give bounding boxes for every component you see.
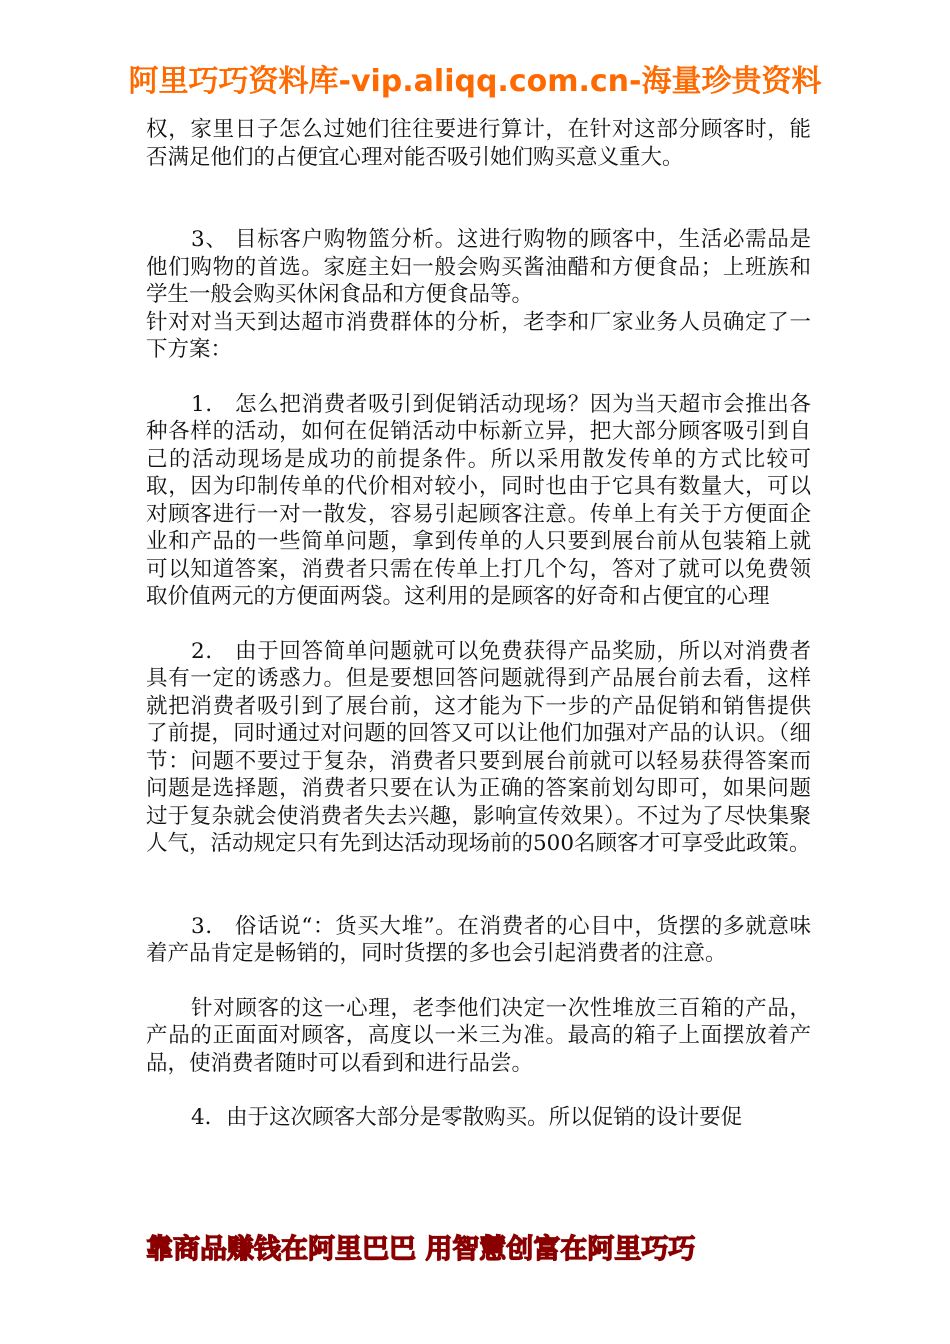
- paragraph-4: 1． 怎么把消费者吸引到促销活动现场？因为当天超市会推出各种各样的活动，如何在促销活动中标新立异，把大部分顾客吸引到自己的活动现场是成功的前提条件。所以采用散发传单的方式比较可取，因为印制传单的代价相对较小，同时也由于它具有数量大，可以对顾客进行一对一散发，容易引起顾客注意。传单上有关于方便面企业和产品的一些简单问题，拿到传单的人只要到展台前从包装箱上就可以知道答案，消费者只需在传单上打几个勾，答对了就可以免费领取价值两元的方便面两袋。这利用的是顾客的好奇和占便宜的心理: [146, 391, 811, 609]
- paragraph-6: 3． 俗话说“：货买大堆”。在消费者的心目中，货摆的多就意味着产品肯定是畅销的，同时货摆的多也会引起消费者的注意。: [146, 913, 811, 966]
- paragraph-3: 针对对当天到达超市消费群体的分析，老李和厂家业务人员确定了一下方案：: [146, 309, 811, 362]
- paragraph-5: 2． 由于回答简单问题就可以免费获得产品奖励，所以对消费者具有一定的诱惑力。但是要想回答问题就得到产品展台前去看，这样就把消费者吸引到了展台前，这才能为下一步的产品促销和销售提供了前提，同时通过对问题的回答又可以让他们加强对产品的认识。（细节：问题不要过于复杂，消费者只要到展台前就可以轻易获得答案而问题是选择题，消费者只要在认为正确的答案前划勾即可，如果问题过于复杂就会使消费者失去兴趣，影响宣传效果）。不过为了尽快集聚人气，活动规定只有先到达活动现场前的500名顾客才可享受此政策。: [146, 638, 811, 856]
- paragraph-7: 针对顾客的这一心理，老李他们决定一次性堆放三百箱的产品，产品的正面面对顾客，高度以一米三为准。最高的箱子上面摆放着产品，使消费者随时可以看到和进行品尝。: [146, 995, 811, 1076]
- paragraph-2: 3、 目标客户购物篮分析。这进行购物的顾客中，生活必需品是他们购物的首选。家庭主妇一般会购买酱油醋和方便食品；上班族和学生一般会购买休闲食品和方便食品等。: [146, 227, 811, 307]
- header-banner: 阿里巧巧资料库-vip.aliqq.com.cn-海量珍贵资料: [128, 64, 822, 99]
- paragraph-8: 4．由于这次顾客大部分是零散购买。所以促销的设计要促: [191, 1105, 743, 1130]
- paragraph-1: 权，家里日子怎么过她们往往要进行算计，在针对这部分顾客时，能否满足他们的占便宜心理对能否吸引她们购买意义重大。: [146, 117, 811, 170]
- footer-slogan: 靠商品赚钱在阿里巴巴 用智慧创富在阿里巧巧: [146, 1234, 696, 1265]
- document-body: [146, 116, 811, 1132]
